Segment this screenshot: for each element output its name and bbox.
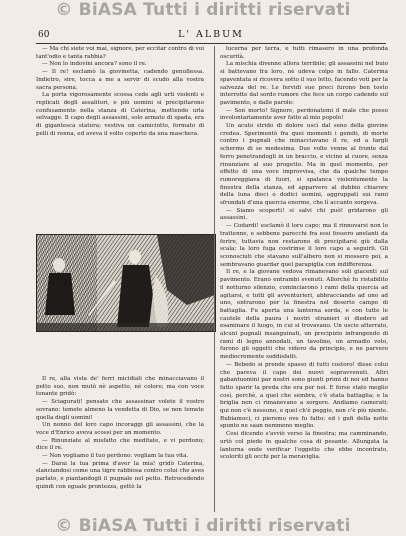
paragraph: — Ma chi siete voi mai, signore, per eccitar contro di voi tant'odio e tanta rabbia? bbox=[36, 46, 204, 60]
left-column-bottom-text bbox=[36, 376, 204, 514]
paragraph: — Non vogliamo il tuo perdono: vogliam la tua vita. bbox=[42, 453, 189, 460]
paragraph: La mischia divenne allora terribile; gli assassini nel buio si battevano fra loro, nè udeva colpo in fallo. Caterina spaventata si ricovera sotto il suo letto, facendo voti per la salvezza del re. Le fervidi sue preci furono ben tosto interrotte dal sordo rumore che fece un corpo cadendo sul pavimento, e dalle parole: bbox=[220, 61, 388, 106]
page-header bbox=[36, 30, 386, 42]
paragraph: — Il re! esclamò la giovinetta, cadendo genuflessa. Indietro, sire, tocca a me a servir di scudo alla vostra sacra persona. bbox=[36, 69, 204, 91]
floor bbox=[37, 323, 215, 331]
paragraph: — Darai la tua prima d'aver la mia! gridò Caterina, slanciandosi come una tigre rabbiosa contro colui che aves parlato, e piantandogli il pugnale nel petto. Retrocedendo quindi con eguale prontezza, gettò la bbox=[36, 460, 204, 490]
figure-head bbox=[53, 258, 65, 272]
right-column bbox=[220, 46, 388, 512]
engraving-illustration bbox=[36, 234, 216, 332]
paragraph: — Son morto! Signore, perdonatemi il male che posso involontariamente aver fatto al mio popolo! bbox=[220, 107, 388, 122]
king-head bbox=[129, 250, 141, 264]
left-column bbox=[36, 46, 204, 490]
page-number: 60 bbox=[38, 30, 50, 40]
paragraph: — Bebedo si prende spasso di tutti costoro! disse colui che pareva il capo dei nuovi sopravvenuti. Altri gabantuomini par nostri sono giunti primi di noi ed hanno fatto sparir la preda che era per noi. E forse stato meglio così, perchè, a quel che sembra, c'è stata battaglia; e la briglia non ci rimanevano a sorgere. Andiamo camerati; qui non c'è nessuno, e quel ch'è peggio, non c'è più niente. Rubiamoci, ci pieremo ove fu fatto; ed i gufi della notte spunto ne saan nemmeno meglio. bbox=[220, 361, 388, 430]
paragraph: — Codardi! esclamò il loro capo; ma il rinnovarsi non lo trattenne, e sebbene parecchi fra essi fossero anelanti da ferire, tuttavia non restarono di precipitarsi giù dalla scala; la loro fuga costrinse il loro capo a seguirli. Gli sconosciuti che stavano sull'albero non si mossero poi, a sembravano guardar quel parapiglia con indifferenza. bbox=[220, 223, 388, 268]
paragraph: — Siamo scoperti! si salvi chi può! gridarono gli assassini. bbox=[220, 207, 388, 222]
engraving-scene bbox=[37, 235, 215, 331]
paragraph: La porta vigorosamente scossa cede agli urti violenti e replicati degli assalitori, e più uomini si precipitarono confusamente nella stanza di Caterina, mettendo urla selvagge. Il capo degli assassini, solo armato di spada, era di gigantesca statura; vestiva un camiciotto, formato di pelli di renna, ed aveva il volto coperto da una maschera. bbox=[36, 92, 204, 137]
paragraph: lucerna per terra, e tutti rimasero in una profonda oscurità. bbox=[220, 46, 388, 60]
paragraph: Un nonno del loro capo incoraggi gli assassini, che la voce d'Enrico aveva scossi per un momento. bbox=[36, 422, 204, 436]
paragraph: Un acuto strido di dolore uscì dal seno della giovine credea. Sperimentò fra quei momenti i gemiti, di morte contro i pugnali che minacciavano il re, ed a fargli schermo di se medesima. Due volte venne al fronte dal ferro penetrandogli in un braccio, e vicino al cuore, senza rinunziare al suo progetto. Ma in quel momento, per effetto di una voce improvvisa, che da qualche tempo rumoreggiava di fuori, si spalanca violentemente la finestra della stanza, ed apparvero al dubbio chiarore della luna dieci o dodici uomini, aggruppati sui rami sfrondati d'una quercia enorme, che lì accanto sorgeva. bbox=[220, 123, 388, 207]
column-divider bbox=[214, 46, 215, 512]
running-title: L' ALBUM bbox=[178, 29, 244, 40]
paragraph: Il re, alla vista de' ferri micidiali che minacciavano il petto suo, non mutò nè aspetto, nè colore; ma con voce tonante gridò: bbox=[36, 376, 204, 398]
paragraph: — Non lo indovini ancora? sono il re. bbox=[42, 61, 147, 68]
paragraph: Cosi dicendo s'avviò verso la finestra; ma camminando, urtò col piede in qualche cosa di pesante. Allungata la lanterna onde verificar l'oggetto che ebbe incontrato, scoloriti gli occhi per la meraviglia. bbox=[220, 431, 388, 461]
paragraph: — Rinunziate al misfatto che meditate, e vi perdono; dice il re. bbox=[36, 437, 204, 452]
header-rule bbox=[36, 43, 386, 44]
left-column-top-text bbox=[36, 46, 204, 234]
watermark-top: © BiASA Tutti i diritti riservati bbox=[55, 0, 351, 20]
paragraph: — Sciagurati! pensate che assassinar volete il vostro sovrano: temete almeno la vendetta di Dio, se non temete quella degli uomini! bbox=[36, 399, 204, 421]
paragraph: Il re, e la giovane vedova rimanevano soli giacenti sul pavimento. Erano entrambi svenuti. Allorché fu ristabilito il notturno silenzio, cominciarono i rami della quercia ad agitarsi, e tutti gli avventurieri, abbracciando ad uno ad uno, entrarono per la finestra nel deserto campo di battaglia. Fu aperta una lanterna sorda, e con tutte le cautele della paura i nostri stranieri si diedero ad esaminare il luogo, in cui si trovavano. Un uscio atterrato, alcuni pugnali insanguinati, un precipizio infrangendo di rami di legno annodati, un tavolino, un armadio voto, furono gli oggetti che videro da principio, e ne parvero mediocremente soddisfatti. bbox=[220, 269, 388, 361]
figure-body bbox=[45, 273, 75, 315]
watermark-bottom: © BiASA Tutti i diritti riservati bbox=[55, 516, 351, 536]
